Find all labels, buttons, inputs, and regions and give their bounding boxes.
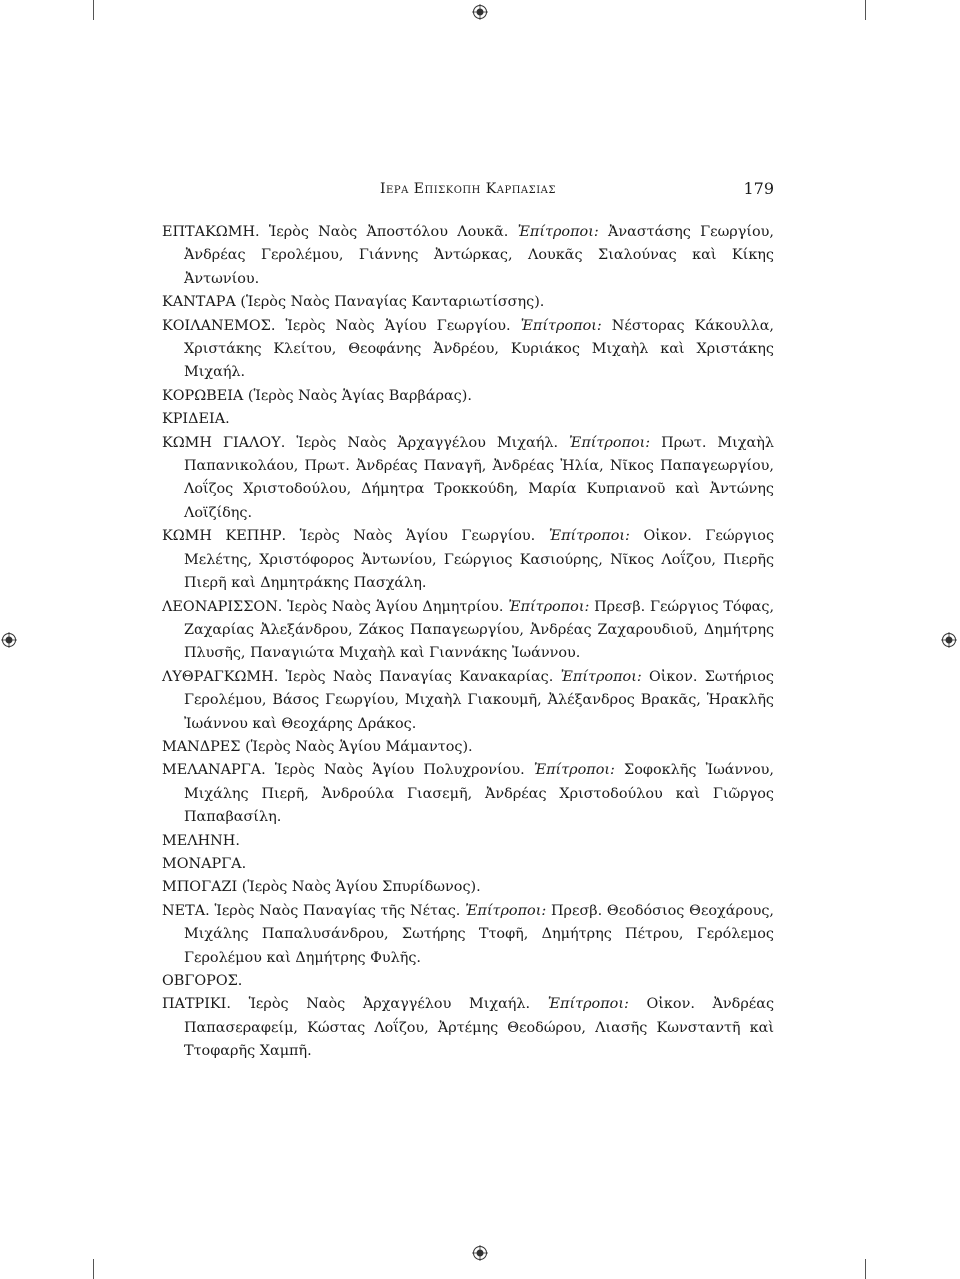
place-name: ΛΥΘΡΑΓΚΩΜΗ.	[162, 668, 279, 685]
running-head: Ιερα Επισκοπη Καρπασιας	[380, 181, 556, 197]
entry	[162, 736, 774, 759]
entry	[162, 830, 774, 853]
church-name: Ἱερὸς Ναὸς Ἁγίου Γεωργίου.	[299, 528, 536, 545]
entry	[162, 596, 774, 666]
trustees-label: Ἐπίτροποι:	[560, 668, 642, 685]
trustees-label: Ἐπίτροποι:	[517, 224, 599, 240]
page-number: 179	[743, 179, 774, 198]
trustee-names: Πρεσβ. Θεοδόσιος Θεοχάρους, Μιχάλης Παπαλυσάνδρου, Σωτήρης Ττοφῆ, Δημήτρης Πέτρου, Γερόλεμος Γερολέμου καὶ Δημήτρης Φυλῆς.	[184, 902, 775, 966]
registration-mark-left-icon	[1, 632, 17, 648]
entry	[162, 385, 774, 408]
crop-mark-bottom-right	[865, 1259, 866, 1279]
church-name: Ἱερὸς Ναὸς Ἀρχαγγέλου Μιχαήλ.	[296, 434, 559, 451]
trustees-label: Ἐπίτροποι:	[465, 902, 547, 919]
church-name: Ἱερὸς Ναὸς Ἀρχαγγέλου Μιχαήλ.	[248, 996, 531, 1013]
church-name: Ἱερὸς Ναὸς Παναγίας Κανακαρίας.	[285, 668, 554, 685]
place-name: ΚΡΙΔΕΙΑ.	[162, 411, 230, 428]
entry	[162, 408, 774, 431]
crop-mark-top-left	[93, 0, 94, 20]
entry	[162, 315, 774, 385]
entry	[162, 291, 774, 314]
church-name: (Ἱερὸς Ναὸς Ἁγίου Σπυρίδωνος).	[241, 879, 481, 896]
trustees-label: Ἐπίτροποι:	[508, 598, 590, 615]
church-name: Ἱερὸς Ναὸς Ἁγίου Γεωργίου.	[285, 317, 511, 334]
registration-mark-top-icon	[472, 4, 488, 20]
entry	[162, 525, 774, 595]
place-name: ΚΩΜΗ ΚΕΠΗΡ.	[162, 528, 287, 545]
place-name: ΜΕΛΑΝΑΡΓΑ.	[162, 762, 266, 779]
place-name: ΜΠΟΓΑΖΙ	[162, 879, 238, 896]
trustees-label: Ἐπίτροποι:	[520, 317, 602, 334]
trustee-names: Πρωτ. Μιχαὴλ Παπανικολάου, Πρωτ. Ἀνδρέας Παναγῆ, Ἀνδρέας Ἠλία, Νῖκος Παπαγεωργίου, Λοΐζος Χριστοδούλου, Δήμητρα Τροκκούδη, Μαρία Κυπριανοῦ καὶ Ἀντώνης Λοϊζίδης.	[184, 434, 774, 521]
place-name: ΠΑΤΡΙΚΙ.	[162, 996, 231, 1013]
place-name: ΜΕΛΗΝΗ.	[162, 832, 240, 849]
crop-mark-bottom-left	[93, 1259, 94, 1279]
trustee-names: Πρεσβ. Γεώργιος Τόφας, Ζαχαρίας Ἀλεξάνδρου, Ζάκος Παπαγεωργίου, Ἀνδρέας Ζαχαρουδιοῦ, Δημήτρης Πλυσῆς, Παναγιώτα Μιχαὴλ καὶ Γιαννάκης Ἰωάννου.	[184, 598, 775, 662]
place-name: ΟΒΓΟΡΟΣ.	[162, 973, 243, 989]
church-name: Ἱερὸς Ναὸς Ἁγίου Δημητρίου.	[287, 598, 504, 615]
page-header	[162, 177, 774, 201]
church-name: Ἱερὸς Ναὸς Ἀποστόλου Λουκᾶ.	[268, 224, 509, 240]
trustee-names: Οἰκον. Γεώργιος Μελέτης, Χριστόφορος Ἀντωνίου, Γεώργιος Κασιούρης, Νῖκος Λοΐζου, Πιερῆς Πιερῆ καὶ Δημητράκης Πασχάλη.	[184, 528, 775, 592]
registration-mark-bottom-icon	[472, 1245, 488, 1261]
place-name: ΚΩΜΗ ΓΙΑΛΟΥ.	[162, 434, 286, 451]
place-name: ΛΕΟΝΑΡΙΣΣΟΝ.	[162, 598, 283, 615]
church-name: Ἱερὸς Ναὸς Παναγίας τῆς Νέτας.	[214, 902, 461, 919]
entry	[162, 993, 774, 1063]
trustees-label: Ἐπίτροποι:	[547, 996, 629, 1013]
entry	[162, 221, 774, 291]
trustee-names: Οἰκον. Ἀνδρέας Παπασεραφείμ, Κώστας Λοΐζου, Ἀρτέμης Θεοδώρου, Λιασῆς Κωνσταντῆ καὶ Ττοφαρῆς Χαμπῆ.	[184, 996, 775, 1060]
church-name: (Ἱερὸς Ναὸς Ἁγίας Βαρβάρας).	[247, 387, 472, 404]
entry	[162, 900, 774, 970]
trustees-label: Ἐπίτροποι:	[569, 434, 651, 451]
church-name: (Ἱερὸς Ναὸς Ἁγίου Μάμαντος).	[245, 738, 473, 755]
place-name: ΚΟΡΩΒΕΙΑ	[162, 387, 244, 404]
trustees-label: Ἐπίτροποι:	[533, 762, 615, 779]
church-name: (Ἱερὸς Ναὸς Παναγίας Κανταριωτίσσης).	[240, 294, 545, 311]
place-name: ΜΑΝΔΡΕΣ	[162, 738, 241, 755]
church-name: Ἱερὸς Ναὸς Ἁγίου Πολυχρονίου.	[274, 762, 525, 779]
place-name: ΚΑΝΤΑΡΑ	[162, 294, 236, 311]
trustee-names: Ἀναστάσης Γεωργίου, Ἀνδρέας Γερολέμου, Γιάννης Ἀντώρκας, Λουκᾶς Σιαλούνας καὶ Κίκης Ἀντωνίου.	[184, 224, 774, 287]
place-name: ΝΕΤΑ.	[162, 902, 210, 919]
entry	[162, 970, 774, 993]
place-name: ΜΟΝΑΡΓΑ.	[162, 855, 247, 872]
entry	[162, 666, 774, 736]
entry	[162, 759, 774, 829]
trustee-names: Οἰκον. Σωτήριος Γερολέμου, Βάσος Γεωργίου, Μιχαὴλ Γιακουμῆ, Ἀλέξανδρος Βρακᾶς, Ἡρακλῆς Ἰωάννου καὶ Θεοχάρης Δράκος.	[184, 668, 774, 732]
entry	[162, 876, 774, 899]
place-name: ΚΟΙΛΑΝΕΜΟΣ.	[162, 317, 276, 334]
registration-mark-right-icon	[941, 632, 957, 648]
trustees-label: Ἐπίτροποι:	[548, 528, 630, 545]
trustee-names: Νέστορας Κάκουλλα, Χριστάκης Κλείτου, Θεοφάνης Ἀνδρέου, Κυριάκος Μιχαὴλ καὶ Χριστάκης Μιχαήλ.	[184, 317, 774, 381]
entry	[162, 853, 774, 876]
trustee-names: Σοφοκλῆς Ἰωάννου, Μιχάλης Πιερῆ, Ἀνδρούλα Γιασεμῆ, Ἀνδρέας Χριστοδούλου καὶ Γιῶργος Παπαβασίλη.	[184, 762, 775, 826]
crop-mark-top-right	[865, 0, 866, 20]
entry	[162, 432, 774, 526]
entry-list	[162, 221, 774, 1064]
place-name: ΕΠΤΑΚΩΜΗ.	[162, 224, 260, 240]
